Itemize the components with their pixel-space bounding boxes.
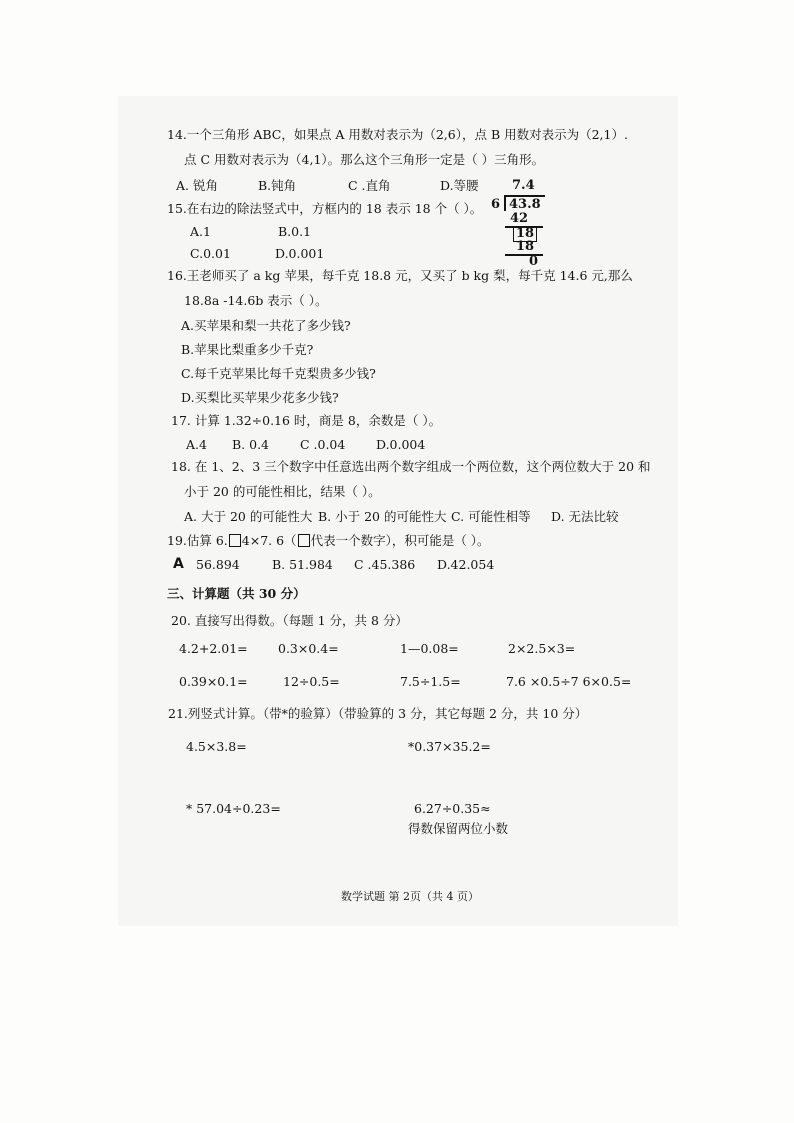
q20-r2c1: 0.39×0.1= bbox=[179, 674, 248, 689]
q16-option-c: C.每千克苹果比每千克梨贵多少钱? bbox=[181, 366, 376, 381]
section-3-title: 三、计算题（共 30 分） bbox=[167, 586, 306, 601]
q19-option-c: C .45.386 bbox=[354, 557, 416, 572]
division-bracket bbox=[504, 195, 506, 211]
q14-option-c: C .直角 bbox=[348, 178, 391, 193]
q17-option-b: B. 0.4 bbox=[232, 437, 270, 452]
division-boxed-18: 18 bbox=[516, 226, 535, 241]
q21-item-3: * 57.04÷0.23= bbox=[186, 801, 281, 816]
q19-option-a: 56.894 bbox=[196, 557, 240, 572]
q15-line1: 15.在右边的除法竖式中，方框内的 18 表示 18 个（ ）。 bbox=[167, 201, 483, 216]
q21-title: 21.列竖式计算。（带*的验算）（带验算的 3 分，其它每题 2 分，共 10 分） bbox=[168, 706, 588, 721]
q15-option-d: D.0.001 bbox=[275, 246, 325, 261]
q20-r2c4: 7.6 ×0.5÷7 6×0.5= bbox=[506, 674, 632, 689]
q19-prefix: 19.估算 6. bbox=[167, 533, 228, 548]
division-product: 42 bbox=[510, 211, 529, 226]
q17-option-d: D.0.004 bbox=[376, 437, 426, 452]
division-dividend: 43.8 bbox=[509, 197, 541, 212]
q19-handwritten-answer: A bbox=[173, 556, 183, 572]
q16-line1: 16.王老师买了 a kg 苹果，每千克 18.8 元，又买了 b kg 梨，每千克 14.6 元,那么 bbox=[167, 268, 633, 283]
division-quotient: 7.4 bbox=[512, 178, 535, 193]
q15-option-b: B.0.1 bbox=[278, 224, 312, 239]
q15-option-c: C.0.01 bbox=[190, 246, 231, 261]
q18-option-a: A. 大于 20 的可能性大 bbox=[184, 509, 313, 524]
q17-line1: 17. 计算 1.32÷0.16 时，商是 8，余数是（ ）。 bbox=[171, 413, 442, 428]
q20-title: 20. 直接写出得数。（每题 1 分，共 8 分） bbox=[171, 613, 408, 628]
blank-box-icon bbox=[229, 534, 241, 547]
q14-line1: 14.一个三角形 ABC，如果点 A 用数对表示为（2,6），点 B 用数对表示为（2,1）. bbox=[167, 127, 628, 142]
q18-line2: 小于 20 的可能性相比，结果（ ）。 bbox=[184, 484, 381, 499]
q17-option-a: A.4 bbox=[186, 437, 207, 452]
q20-r1c2: 0.3×0.4= bbox=[278, 641, 339, 656]
q18-option-b: B. 小于 20 的可能性大 bbox=[318, 509, 447, 524]
q16-option-d: D.买梨比买苹果少花多少钱? bbox=[181, 390, 339, 405]
q19-suffix: 代表一个数字），积可能是（ ）。 bbox=[310, 533, 490, 548]
page-footer: 数学试题 第 2页（共 4 页） bbox=[341, 890, 479, 903]
q19-middle: 4×7. 6（ bbox=[241, 533, 297, 548]
q20-r2c3: 7.5÷1.5= bbox=[400, 674, 461, 689]
q14-option-a: A. 锐角 bbox=[176, 178, 218, 193]
q21-item-2: *0.37×35.2= bbox=[408, 739, 491, 754]
q16-option-a: A.买苹果和梨一共花了多少钱? bbox=[181, 318, 351, 333]
q14-line2: 点 C 用数对表示为（4,1）。那么这个三角形一定是（ ）三角形。 bbox=[184, 152, 545, 167]
division-divisor: 6 bbox=[491, 197, 501, 212]
q19-option-b: B. 51.984 bbox=[272, 557, 333, 572]
q21-note: 得数保留两位小数 bbox=[408, 821, 509, 836]
q14-option-b: B.钝角 bbox=[258, 178, 297, 193]
q14-option-d: D.等腰 bbox=[440, 178, 479, 193]
q21-item-4: 6.27÷0.35≈ bbox=[414, 801, 491, 816]
q18-option-c: C. 可能性相等 bbox=[451, 509, 531, 524]
q20-r1c3: 1—0.08= bbox=[400, 641, 459, 656]
q20-r1c4: 2×2.5×3= bbox=[508, 641, 576, 656]
q15-option-a: A.1 bbox=[190, 224, 211, 239]
q21-item-1: 4.5×3.8= bbox=[186, 739, 247, 754]
q16-line2: 18.8a -14.6b 表示（ ）。 bbox=[184, 293, 328, 308]
q20-r2c2: 12÷0.5= bbox=[283, 674, 340, 689]
q19-line1 bbox=[167, 533, 490, 549]
q16-option-b: B.苹果比梨重多少千克? bbox=[181, 342, 314, 357]
q18-option-d: D. 无法比较 bbox=[551, 509, 619, 524]
q19-option-d: D.42.054 bbox=[437, 557, 495, 572]
division-remainder: 0 bbox=[529, 254, 539, 269]
q20-r1c1: 4.2+2.01= bbox=[179, 641, 248, 656]
q18-line1: 18. 在 1、2、3 三个数字中任意选出两个数字组成一个两位数，这个两位数大于 20 和 bbox=[171, 459, 651, 474]
q17-option-c: C .0.04 bbox=[300, 437, 346, 452]
blank-box-icon bbox=[298, 534, 310, 547]
division-subtract: 18 bbox=[516, 239, 535, 254]
